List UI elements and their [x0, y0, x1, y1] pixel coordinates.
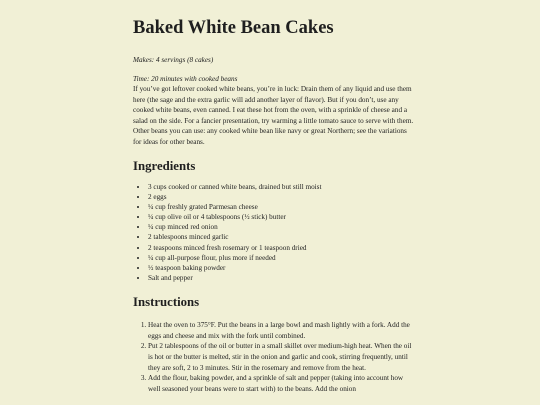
ingredient-item: • 2 tablespoons minced garlic — [148, 232, 415, 242]
ingredient-item: • Salt and pepper — [148, 273, 415, 283]
recipe-title: Baked White Bean Cakes — [133, 18, 334, 38]
ingredient-item: • ¼ cup minced red onion — [148, 222, 415, 232]
ingredient-item: • 2 eggs — [148, 192, 415, 202]
instruction-step: 3. Add the flour, baking powder, and a sprinkle of salt and pepper (taking into account how well seasoned your beans were to start with) to the beans. Add the onion — [148, 373, 415, 394]
ingredient-item: • ½ teaspoon baking powder — [148, 263, 415, 273]
instruction-step: 2. Put 2 tablespoons of the oil or butter in a small skillet over medium-high heat. When the oil is hot or the butter is melted, stir in the onion and garlic and cook, stirring frequently, until they are soft, 2 to 3 minutes. Stir in the rosemary and remove from the heat. — [148, 341, 415, 373]
instruction-step: 1. Heat the oven to 375°F. Put the beans in a large bowl and mash lightly with a fork. Add the eggs and cheese and mix with the fork until combined. — [148, 320, 415, 341]
ingredient-item: • ¼ cup freshly grated Parmesan cheese — [148, 202, 415, 212]
instructions-heading: Instructions — [133, 295, 200, 310]
other-beans-paragraph: Other beans you can use: any cooked white bean like navy or great Northern; see the variations for ideas for other beans. — [133, 127, 407, 146]
ingredients-heading: Ingredients — [133, 158, 196, 173]
time-note: Time: 20 minutes with cooked beans — [133, 75, 238, 83]
recipe-article — [133, 0, 415, 394]
ingredient-item: • ¼ cup all-purpose flour, plus more if needed — [148, 253, 415, 263]
instructions-list — [133, 320, 415, 394]
ingredient-item: • 2 teaspoons minced fresh rosemary or 1 teaspoon dried — [148, 243, 415, 253]
ingredients-list — [133, 182, 415, 284]
intro-paragraph: If you’ve got leftover cooked white beans, you’re in luck: Drain them of any liquid and use them here (the sage and the extra garlic will add another layer of flavor). But if you don’t, use any cooked white beans, even canned. I eat these hot from the oven, with a sprinkle of cheese and a salad on the side. For a fancier presentation, try warming a little tomato sauce to serve with them. — [133, 85, 414, 125]
ingredient-item: • ¼ cup olive oil or 4 tablespoons (½ stick) butter — [148, 212, 415, 222]
ingredient-item: • 3 cups cooked or canned white beans, drained but still moist — [148, 182, 415, 192]
servings-note: Makes: 4 servings (8 cakes) — [133, 56, 214, 64]
